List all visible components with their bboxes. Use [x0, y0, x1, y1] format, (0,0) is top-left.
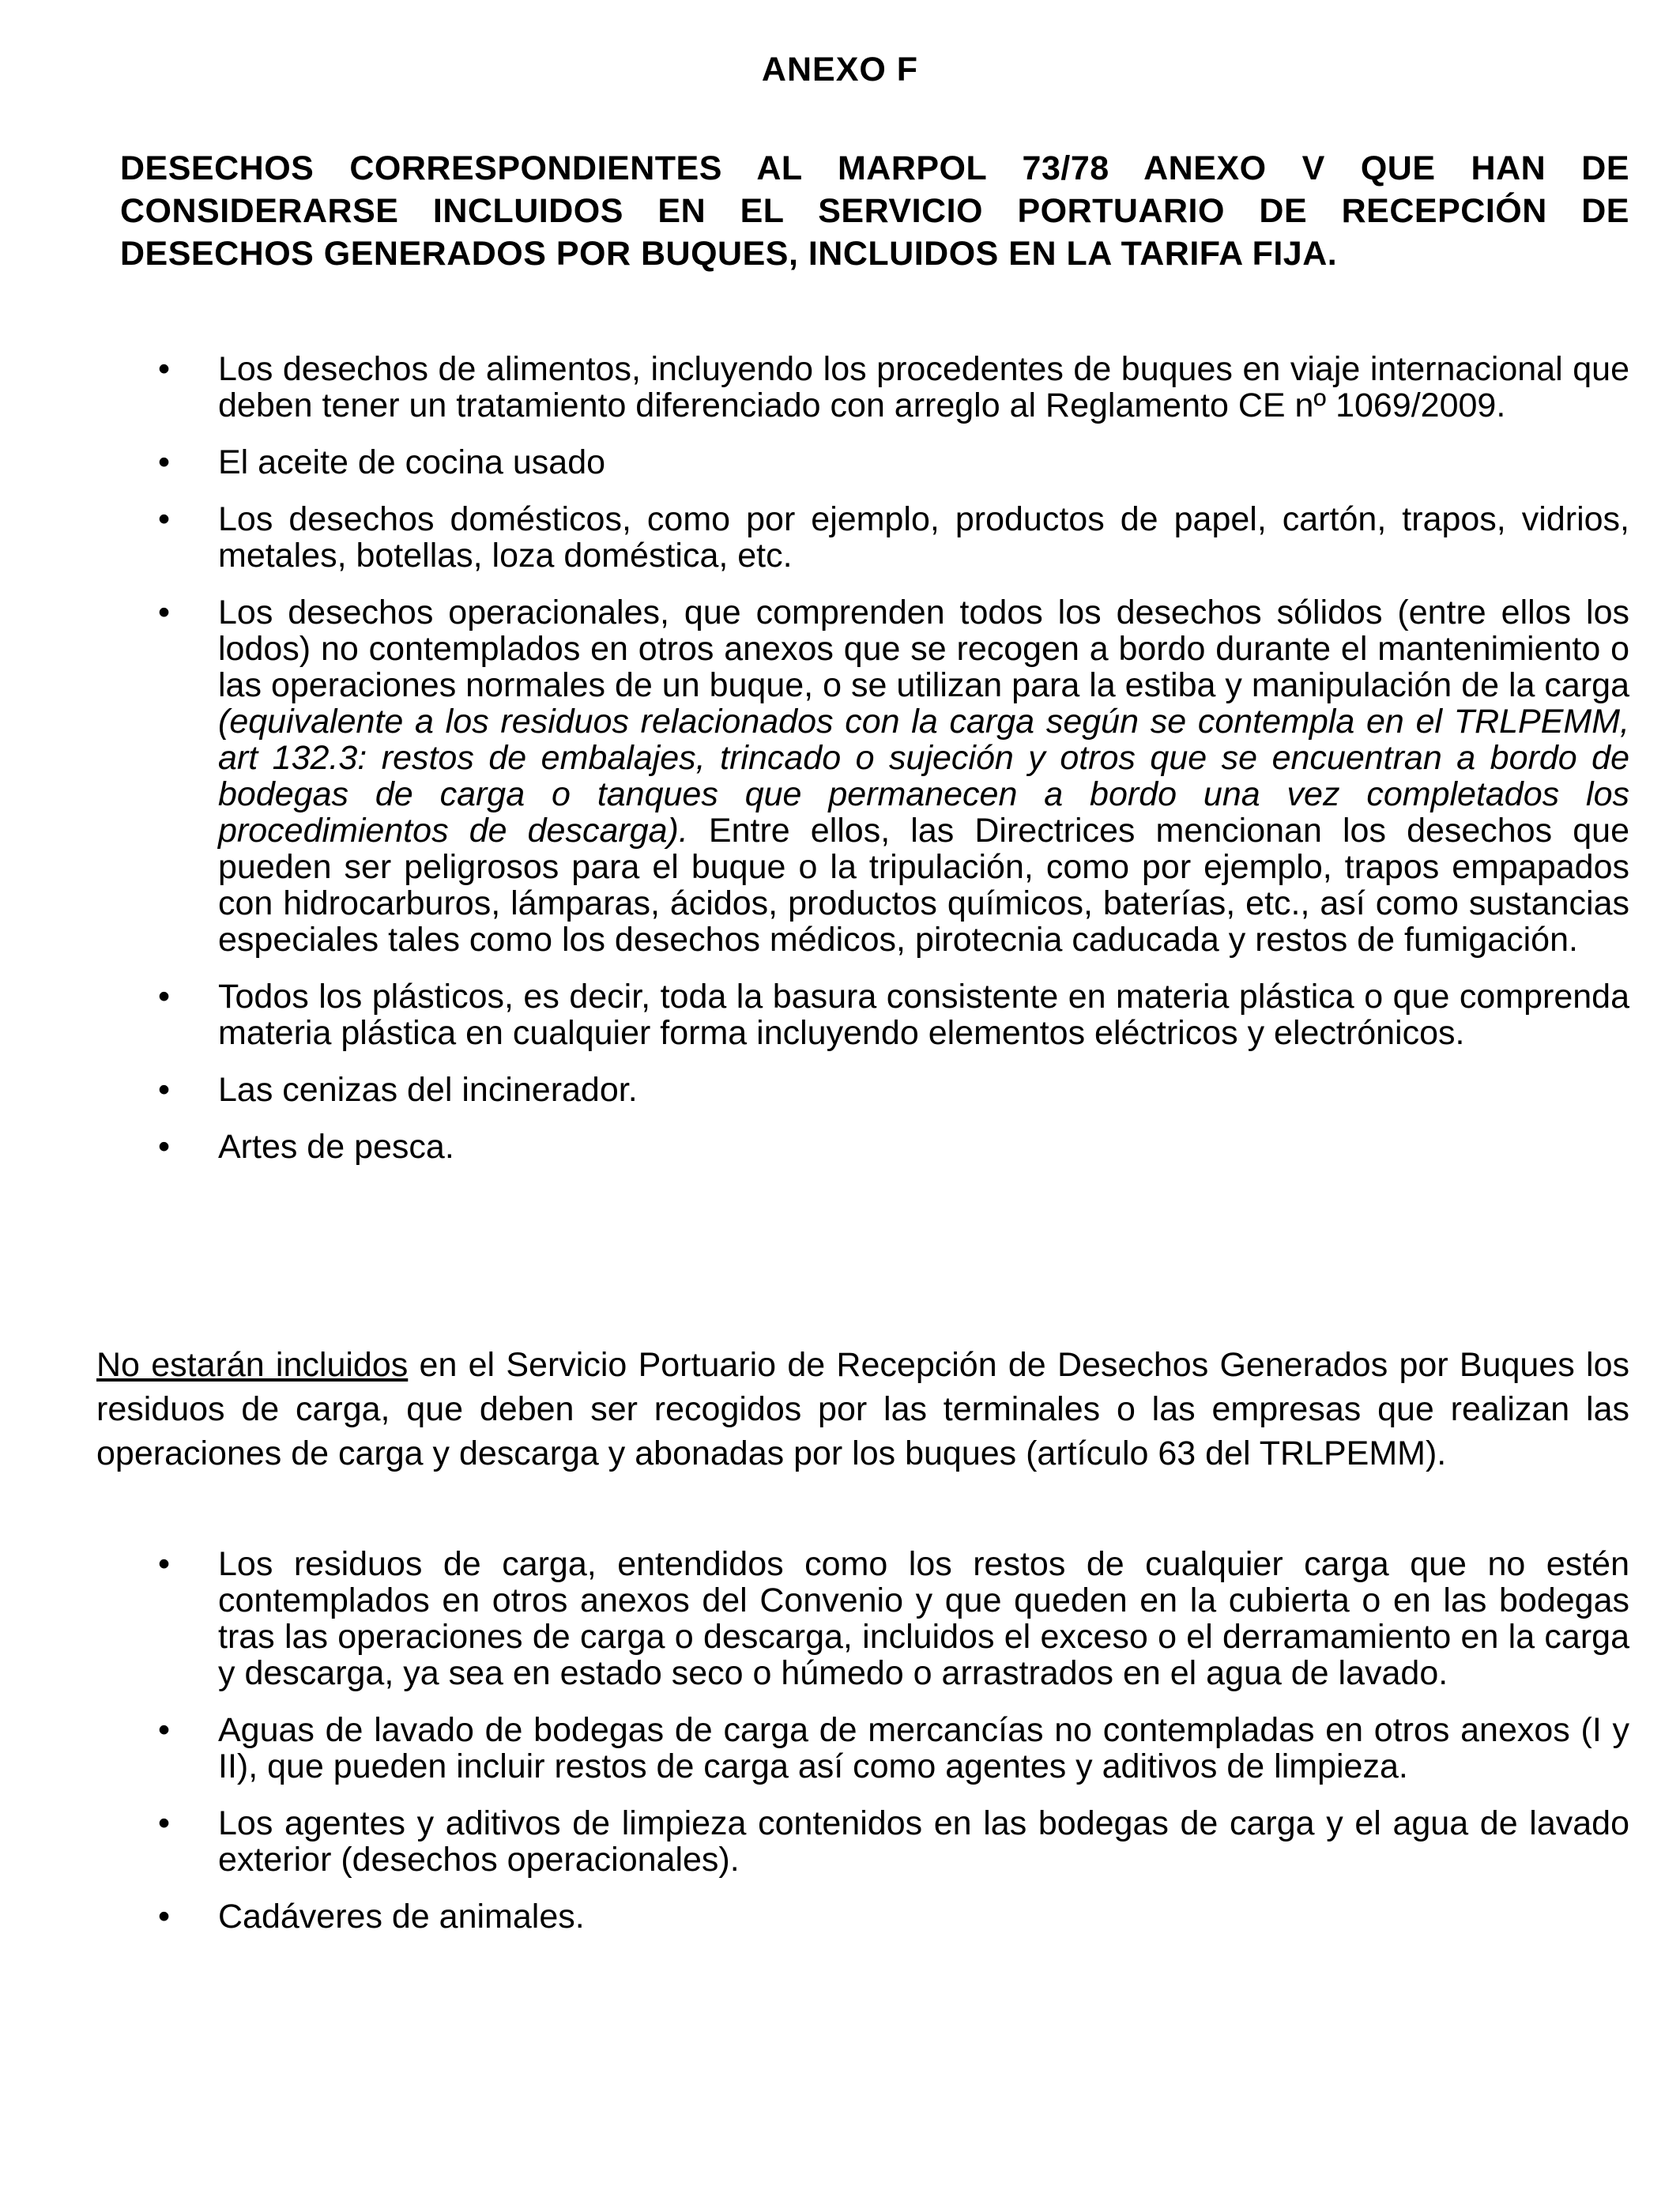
- exclusion-note-underlined: No estarán incluidos: [96, 1346, 409, 1384]
- list-item-text: Entre ellos, las Directrices mencionan los desechos que pueden ser peligrosos para el buque o la tripulación, como por ejemplo, trapos empapados con hidrocarburos, lámparas, ácidos, productos químicos, baterías, etc., así como sustancias especiales tales como los desechos médicos, pirotecnia caducada y restos de fumigación.: [218, 812, 1629, 959]
- list-item-text: Los agentes y aditivos de limpieza contenidos en las bodegas de carga y el agua de lavado exterior (desechos operacionales).: [218, 1804, 1629, 1879]
- bullet-icon: •: [158, 1804, 171, 1842]
- bullet-icon: •: [158, 443, 171, 481]
- bullet-icon: •: [158, 594, 171, 631]
- list-item-text: Los desechos domésticos, como por ejemplo, productos de papel, cartón, trapos, vidrios, metales, botellas, loza doméstica, etc.: [218, 500, 1629, 575]
- excluded-waste-list: [0, 1546, 1680, 1955]
- list-item-text: Las cenizas del incinerador.: [218, 1071, 638, 1109]
- exclusion-note: [96, 1343, 1629, 1476]
- list-item-text: Los residuos de carga, entendidos como los restos de cualquier carga que no estén contemplados en otros anexos del Convenio y que queden en la cubierta o en las bodegas tras las operaciones de carga o descarga, incluidos el exceso o el derramamiento en la carga y descarga, ya sea en estado seco o húmedo o arrastrados en el agua de lavado.: [218, 1545, 1629, 1692]
- list-item: [0, 594, 1680, 958]
- list-item: [0, 1805, 1680, 1878]
- list-item-text: Los desechos de alimentos, incluyendo los procedentes de buques en viaje internacional que deben tener un tratamiento diferenciado con arreglo al Reglamento CE nº 1069/2009.: [218, 350, 1629, 424]
- bullet-icon: •: [158, 978, 171, 1016]
- list-item: [0, 1898, 1680, 1935]
- list-item: [0, 501, 1680, 574]
- list-item: [0, 1712, 1680, 1785]
- annex-title: ANEXO F: [761, 51, 919, 89]
- list-item-text: Los desechos operacionales, que comprenden todos los desechos sólidos (entre ellos los lodos) no contemplados en otros anexos que se recogen a bordo durante el mantenimiento o las operaciones normales de un buque, o se utilizan para la estiba y manipulación de la carga: [218, 594, 1629, 704]
- bullet-icon: •: [158, 1898, 171, 1936]
- list-item-italic-text: (equivalente a los residuos relacionados con la carga según se contempla en el TRLPEMM, art 132.3: restos de embalajes, trincado o sujeción y otros que se encuentran a bordo de bodegas de carga o tanques que permanecen a bordo una vez completados los procedimientos de descarga).: [218, 703, 1629, 850]
- list-item: [0, 444, 1680, 481]
- bullet-icon: •: [158, 1071, 171, 1109]
- included-waste-list: [0, 351, 1680, 1186]
- list-item-text: El aceite de cocina usado: [218, 443, 606, 481]
- list-item: [0, 1546, 1680, 1691]
- list-item: [0, 978, 1680, 1051]
- list-item-text: Cadáveres de animales.: [218, 1898, 585, 1936]
- list-item-text: Todos los plásticos, es decir, toda la basura consistente en materia plástica o que comprenda materia plástica en cualquier forma incluyendo elementos eléctricos y electrónicos.: [218, 978, 1629, 1052]
- list-item-text: Artes de pesca.: [218, 1128, 454, 1166]
- list-item: [0, 351, 1680, 424]
- list-item-text: Aguas de lavado de bodegas de carga de mercancías no contempladas en otros anexos (I y II), que pueden incluir restos de carga así como agentes y aditivos de limpieza.: [218, 1711, 1629, 1785]
- bullet-icon: •: [158, 1128, 171, 1166]
- list-item: [0, 1129, 1680, 1165]
- exclusion-note-text: en el Servicio Portuario de Recepción de Desechos Generados por Buques los residuos de carga, que deben ser recogidos por las terminales o las empresas que realizan las operaciones de carga y descarga y abonadas por los buques (artículo 63 del TRLPEMM).: [96, 1346, 1629, 1472]
- list-item: [0, 1072, 1680, 1108]
- bullet-icon: •: [158, 1545, 171, 1583]
- bullet-icon: •: [158, 500, 171, 538]
- bullet-icon: •: [158, 1711, 171, 1749]
- main-heading: DESECHOS CORRESPONDIENTES AL MARPOL 73/78 ANEXO V QUE HAN DE CONSIDERARSE INCLUIDOS EN EL SERVICIO PORTUARIO DE RECEPCIÓN DE DESECHOS GENERADOS POR BUQUES, INCLUIDOS EN LA TARIFA FIJA.: [120, 149, 1629, 273]
- bullet-icon: •: [158, 350, 171, 388]
